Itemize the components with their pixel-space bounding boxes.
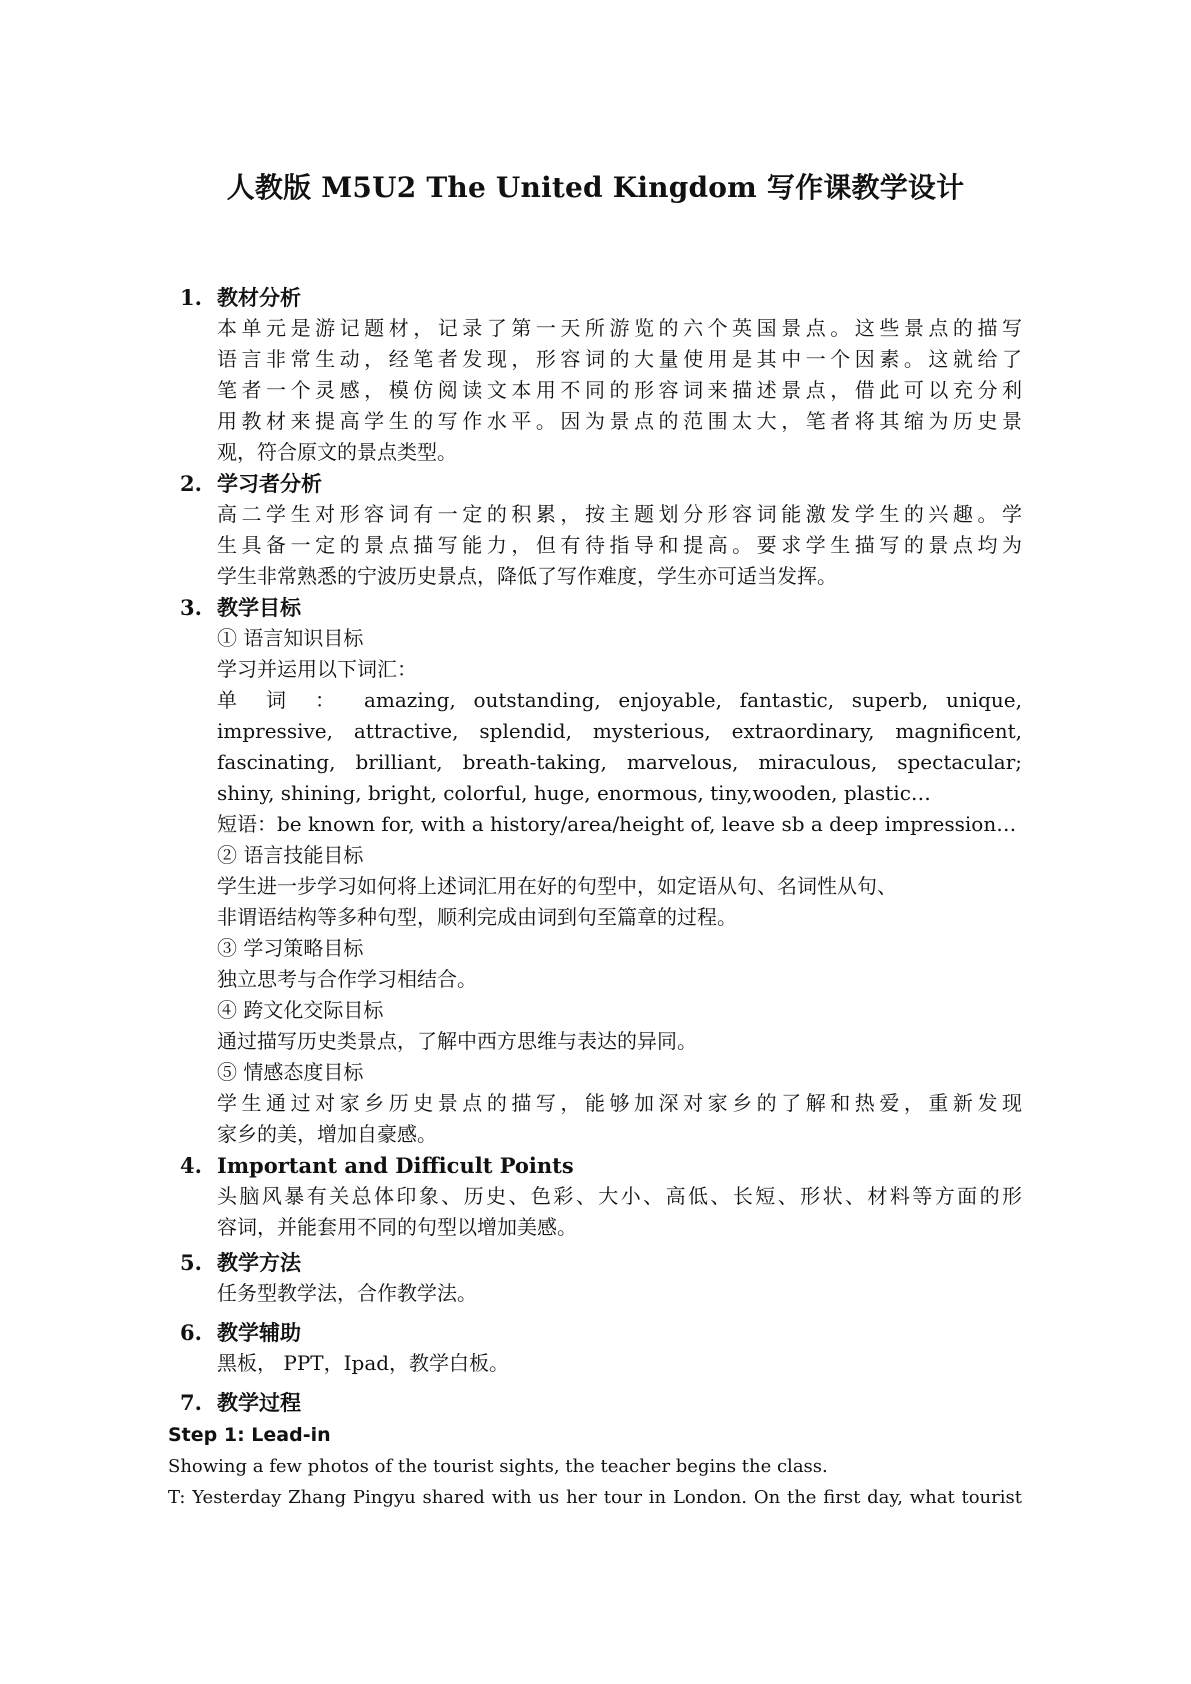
- section-number: 1.: [180, 285, 202, 310]
- paragraph-line: 任务型教学法，合作教学法。: [217, 1281, 477, 1305]
- paragraph-line: 学习并运用以下词汇：: [217, 657, 417, 681]
- section-title: 教学过程: [217, 1390, 301, 1415]
- paragraph-line: 独立思考与合作学习相结合。: [217, 967, 477, 991]
- paragraph-line: 高二学生对形容词有一定的积累，按主题划分形容词能激发学生的兴趣。学: [217, 502, 1022, 526]
- objective-heading: ② 语言技能目标: [217, 843, 364, 867]
- objective-heading: ④ 跨文化交际目标: [217, 998, 384, 1022]
- paragraph-line: 头脑风暴有关总体印象、历史、色彩、大小、高低、长短、形状、材料等方面的形: [217, 1184, 1022, 1208]
- paragraph-line: 用教材来提高学生的写作水平。因为景点的范围太大，笔者将其缩为历史景: [217, 409, 1022, 433]
- paragraph-line: 学生通过对家乡历史景点的描写，能够加深对家乡的了解和热爱，重新发现: [217, 1091, 1022, 1115]
- paragraph-line: 学生进一步学习如何将上述词汇用在好的句型中，如定语从句、名词性从句、: [217, 874, 897, 898]
- section-number: 6.: [180, 1320, 202, 1345]
- paragraph-line: 学生非常熟悉的宁波历史景点，降低了写作难度，学生亦可适当发挥。: [217, 564, 837, 588]
- paragraph-line: 通过描写历史类景点，了解中西方思维与表达的异同。: [217, 1029, 697, 1053]
- section-title: 教材分析: [217, 285, 301, 310]
- objective-heading: ③ 学习策略目标: [217, 936, 364, 960]
- section-number: 3.: [180, 595, 202, 620]
- vocab-line: impressive, attractive, splendid, mysterious, extraordinary, magnificent,: [217, 719, 1022, 743]
- objective-heading: ⑤ 情感态度目标: [217, 1060, 364, 1084]
- section-title: 教学方法: [217, 1250, 301, 1275]
- section-title: 学习者分析: [217, 471, 322, 496]
- objective-heading: ① 语言知识目标: [217, 626, 364, 650]
- vocab-line: 单 词 ： amazing, outstanding, enjoyable, fantastic, superb, unique,: [217, 688, 1022, 712]
- step-paragraph: Showing a few photos of the tourist sights, the teacher begins the class.: [168, 1456, 828, 1477]
- paragraph-line: 语言非常生动，经笔者发现，形容词的大量使用是其中一个因素。这就给了: [217, 347, 1022, 371]
- paragraph-line: 家乡的美，增加自豪感。: [217, 1122, 437, 1146]
- section-key-points: [180, 1150, 1022, 1243]
- paragraph-line: 黑板， PPT，Ipad，教学白板。: [217, 1351, 510, 1375]
- paragraph-line: 容词，并能套用不同的句型以增加美感。: [217, 1215, 577, 1239]
- section-number: 5.: [180, 1250, 202, 1275]
- step-1-block: [168, 1420, 1022, 1513]
- section-teaching-aids: [180, 1317, 1022, 1379]
- paragraph-line: 本单元是游记题材，记录了第一天所游览的六个英国景点。这些景点的描写: [217, 316, 1022, 340]
- step-heading: Step 1: Lead-in: [168, 1424, 331, 1446]
- section-number: 2.: [180, 471, 202, 496]
- section-learner-analysis: [180, 468, 1022, 592]
- section-teaching-objectives: [180, 592, 1022, 1150]
- vocab-line: shiny, shining, bright, colorful, huge, enormous, tiny,wooden, plastic…: [217, 781, 931, 805]
- vocab-line: fascinating, brilliant, breath-taking, marvelous, miraculous, spectacular;: [217, 750, 1022, 774]
- section-teaching-methods: [180, 1247, 1022, 1309]
- paragraph-line: 非谓语结构等多种句型，顺利完成由词到句至篇章的过程。: [217, 905, 737, 929]
- document-body: [168, 282, 1022, 1513]
- section-number: 4.: [180, 1153, 202, 1178]
- paragraph-line: 生具备一定的景点描写能力，但有待指导和提高。要求学生描写的景点均为: [217, 533, 1022, 557]
- document-title: 人教版 M5U2 The United Kingdom 写作课教学设计: [226, 171, 965, 204]
- section-textbook-analysis: [180, 282, 1022, 468]
- step-dialog-line: T: Yesterday Zhang Pingyu shared with us her tour in London. On the first day, what tourist: [168, 1487, 1022, 1508]
- section-number: 7.: [180, 1390, 202, 1415]
- section-title: 教学辅助: [217, 1320, 301, 1345]
- paragraph-line: 笔者一个灵感，模仿阅读文本用不同的形容词来描述景点，借此可以充分利: [217, 378, 1022, 402]
- section-teaching-process: [180, 1387, 1022, 1418]
- section-title: Important and Difficult Points: [217, 1153, 574, 1178]
- section-title: 教学目标: [217, 595, 301, 620]
- paragraph-line: 观，符合原文的景点类型。: [217, 440, 457, 464]
- phrases-line: 短语：be known for, with a history/area/height of, leave sb a deep impression…: [217, 812, 1017, 836]
